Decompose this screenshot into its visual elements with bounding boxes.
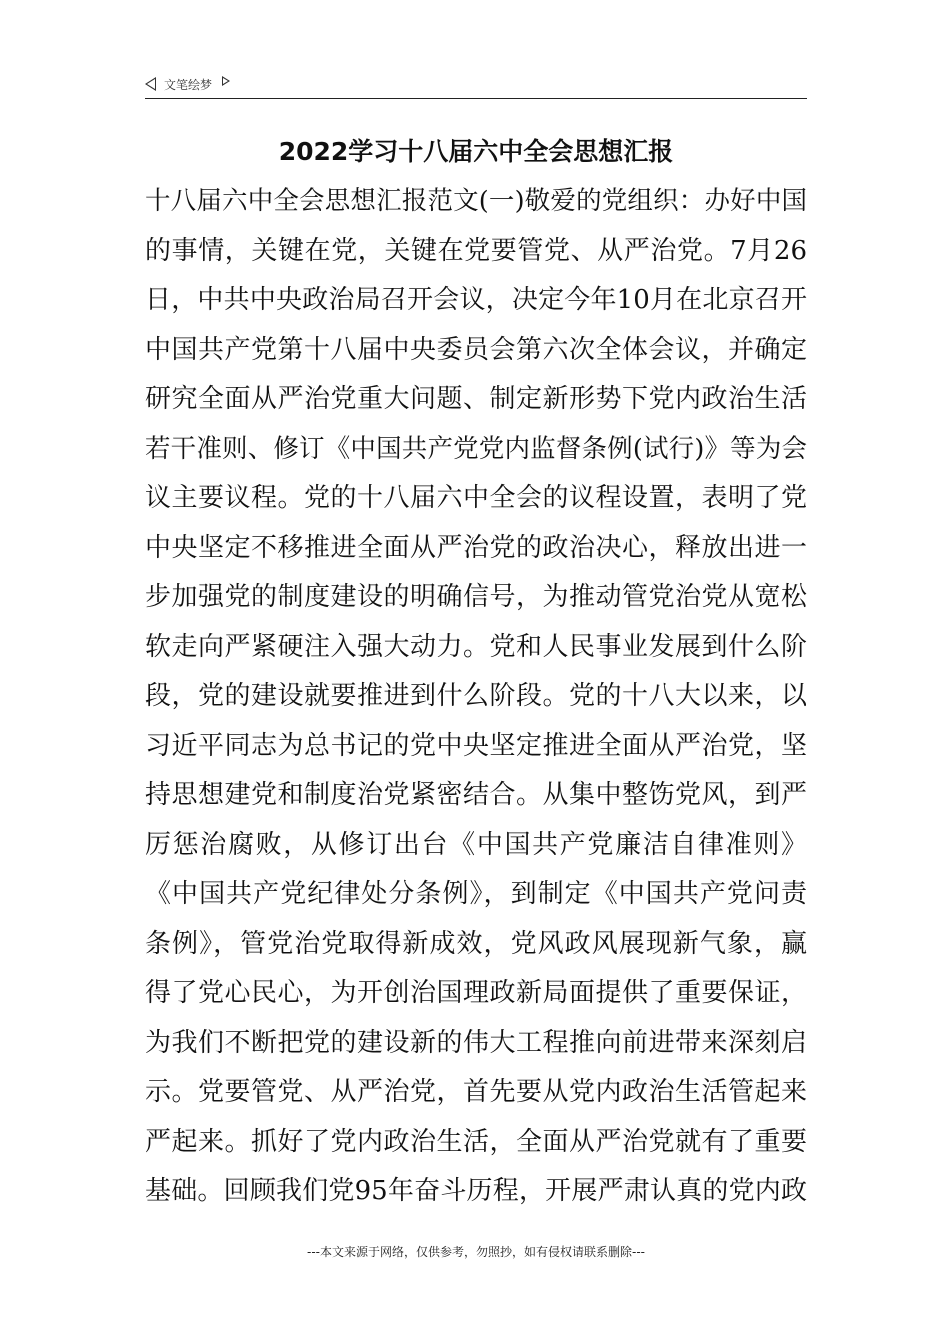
header-divider	[145, 98, 807, 99]
body-line: 得了党心民心，为开创治国理政新局面提供了重要保证，	[145, 978, 807, 1008]
body-line: 软走向严紧硬注入强大动力。党和人民事业发展到什么阶	[145, 631, 807, 662]
body-line: 议主要议程。党的十八届六中全会的议程设置，表明了党	[145, 483, 807, 513]
body-line: 的事情，关键在党，关键在党要管党、从严治党。7月26	[145, 235, 807, 266]
header-brand: 文笔绘梦	[164, 77, 213, 92]
body-line: 习近平同志为总书记的党中央坚定推进全面从严治党，坚	[145, 730, 807, 761]
body-line: 十八届六中全会思想汇报范文(一)敬爱的党组织：办好中国	[145, 186, 807, 216]
body-line: 中央坚定不移推进全面从严治党的政治决心，释放出进一	[145, 532, 807, 563]
body-line: 示。党要管党、从严治党，首先要从党内政治生活管起来	[145, 1077, 807, 1107]
document-body	[145, 177, 807, 1217]
body-line: 条例》，管党治党取得新成效，党风政风展现新气象，赢	[145, 928, 807, 959]
triangle-right-icon	[222, 76, 230, 86]
body-line: 为我们不断把党的建设新的伟大工程推向前进带来深刻启	[145, 1027, 807, 1058]
body-line: 基础。回顾我们党95年奋斗历程，开展严肃认真的党内政	[145, 1176, 807, 1206]
body-line: 中国共产党第十八届中央委员会第六次全体会议，并确定	[145, 334, 807, 365]
body-line: 研究全面从严治党重大问题、制定新形势下党内政治生活	[145, 384, 807, 414]
document-title: 2022学习十八届六中全会思想汇报	[278, 137, 674, 166]
body-line: 《中国共产党纪律处分条例》，到制定《中国共产党问责	[145, 879, 807, 909]
body-line: 持思想建党和制度治党紧密结合。从集中整饬党风，到严	[145, 780, 807, 810]
triangle-left-icon	[145, 77, 156, 91]
footer-disclaimer: ---本文来源于网络，仅供参考，勿照抄，如有侵权请联系删除---	[307, 1245, 645, 1259]
body-line: 步加强党的制度建设的明确信号，为推动管党治党从宽松	[145, 582, 807, 612]
body-line: 严起来。抓好了党内政治生活，全面从严治党就有了重要	[145, 1126, 807, 1157]
body-line: 段，党的建设就要推进到什么阶段。党的十八大以来，以	[145, 681, 807, 711]
page-header	[145, 72, 807, 96]
body-line: 厉惩治腐败，从修订出台《中国共产党廉洁自律准则》	[145, 829, 807, 860]
body-line: 日，中共中央政治局召开会议，决定今年10月在北京召开	[145, 285, 807, 315]
body-line: 若干准则、修订《中国共产党党内监督条例(试行)》等为会	[145, 433, 807, 464]
